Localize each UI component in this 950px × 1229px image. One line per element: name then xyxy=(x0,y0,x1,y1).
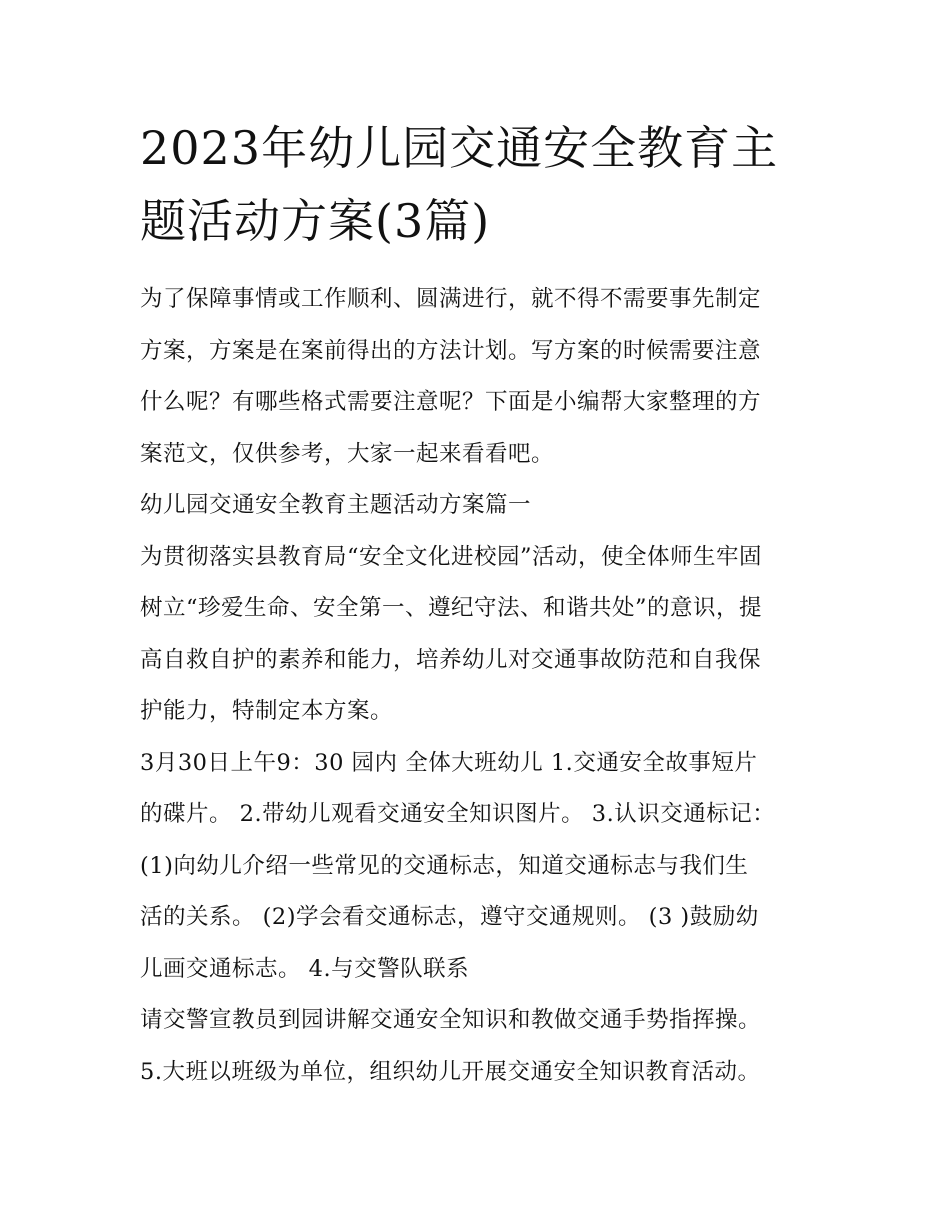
activity-line: (1)向幼儿介绍一些常见的交通标志，知道交通标志与我们生 xyxy=(140,852,749,879)
purpose-line: 为贯彻落实县教育局“安全文化进校园”活动，使全体师生牢固 xyxy=(140,543,763,570)
activity-line: 3月30日上午9：30 园内 全体大班幼儿 1.交通安全故事短片 xyxy=(140,749,758,776)
section-heading: 幼儿园交通安全教育主题活动方案篇一 xyxy=(140,492,532,518)
title-line-2: 题活动方案(3篇) xyxy=(140,194,491,248)
intro-line: 案范文，仅供参考，大家一起来看看吧。 xyxy=(140,440,555,467)
purpose-paragraph xyxy=(140,532,820,738)
purpose-line: 树立“珍爱生命、安全第一、遵纪守法、和谐共处”的意识，提 xyxy=(140,595,763,621)
activity-line: 活的关系。 (2)学会看交通标志，遵守交通规则。 (3 )鼓励幼 xyxy=(140,904,759,930)
intro-line: 为了保障事情或工作顺利、圆满进行，就不得不需要事先制定 xyxy=(140,286,762,312)
document-page xyxy=(140,112,820,1098)
title-line-1: 2023年幼儿园交通安全教育主 xyxy=(140,121,779,175)
intro-line: 什么呢？有哪些格式需要注意呢？下面是小编帮大家整理的方 xyxy=(140,389,762,415)
intro-paragraph xyxy=(140,274,820,480)
activity-line: 的碟片。 2.带幼儿观看交通安全知识图片。 3.认识交通标记： xyxy=(140,801,776,827)
intro-line: 方案，方案是在案前得出的方法计划。写方案的时候需要注意 xyxy=(140,337,762,364)
document-title xyxy=(140,112,820,258)
closing-line: 请交警宣教员到园讲解交通安全知识和教做交通手势指挥操。 xyxy=(140,1007,762,1033)
activity-paragraph xyxy=(140,738,820,996)
activity-line: 儿画交通标志。 4.与交警队联系 xyxy=(140,955,470,982)
purpose-line: 高自救自护的素养和能力，培养幼儿对交通事故防范和自我保 xyxy=(140,646,762,673)
purpose-line: 护能力，特制定本方案。 xyxy=(140,698,394,724)
closing-line: 5.大班以班级为单位，组织幼儿开展交通安全知识教育活动。 xyxy=(140,1058,761,1085)
closing-paragraph xyxy=(140,995,820,1098)
